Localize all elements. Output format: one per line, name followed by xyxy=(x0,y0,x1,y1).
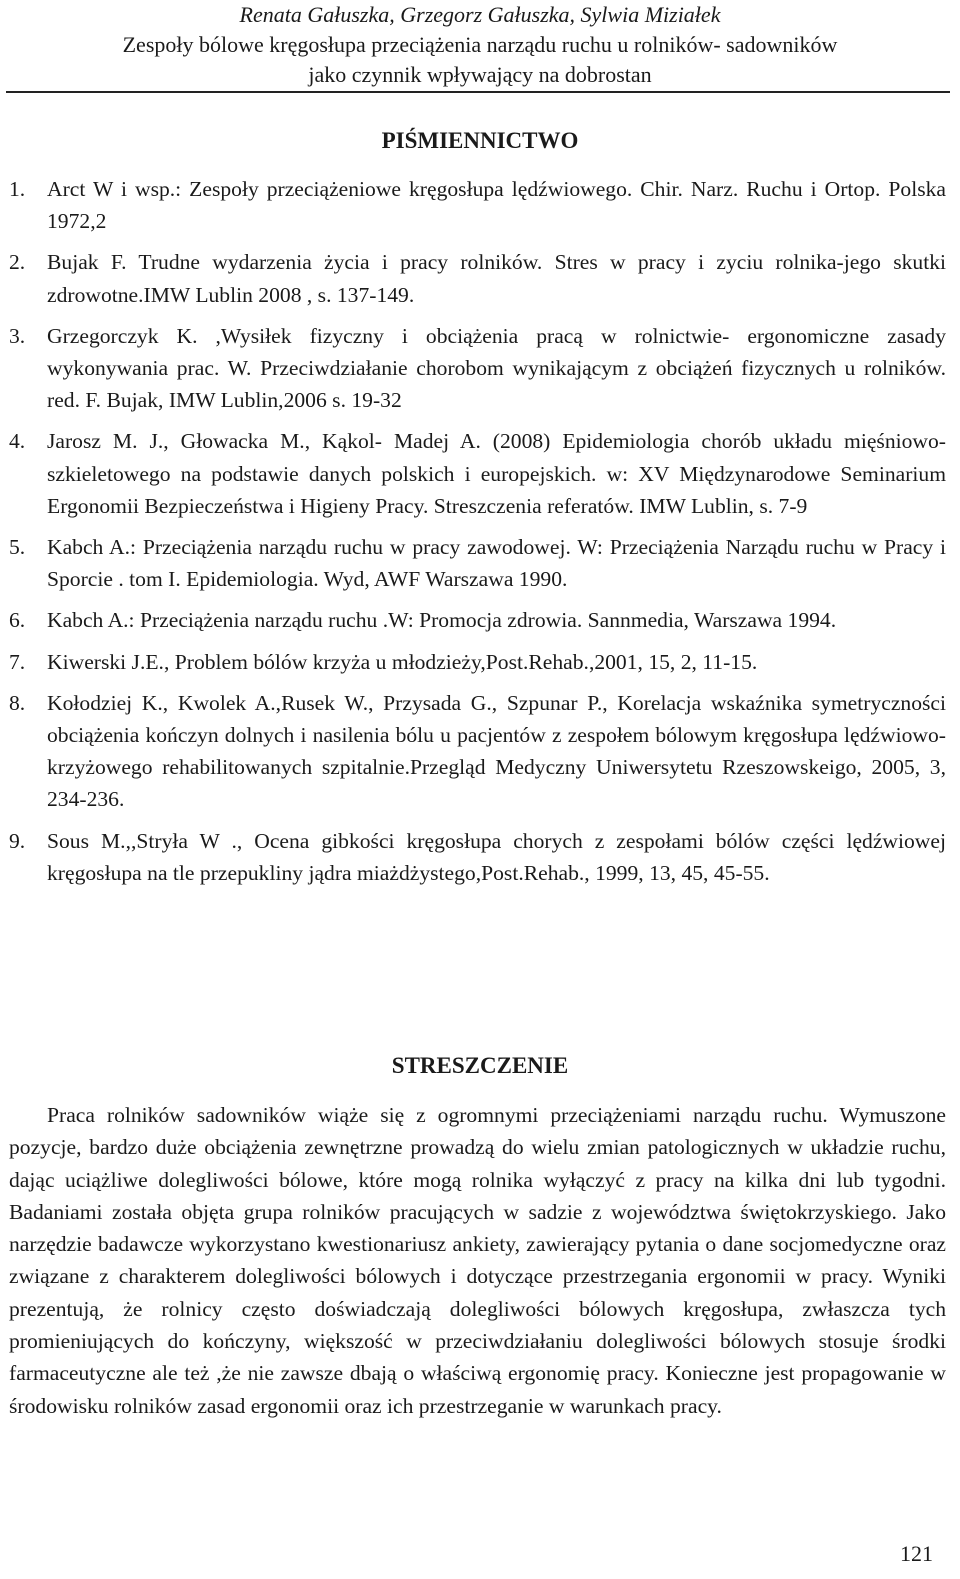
reference-item xyxy=(9,604,946,636)
reference-number: 1. xyxy=(9,177,26,201)
reference-text: Kiwerski J.E., Problem bólów krzyża u młodzieży,Post.Rehab.,2001, 15, 2, 11-15. xyxy=(47,649,758,674)
reference-item xyxy=(9,646,946,678)
header-divider xyxy=(6,91,950,93)
reference-text: Kabch A.: Przeciążenia narządu ruchu w pracy zawodowej. W: Przeciążenia Narządu ruchu w Pracy i Sporcie . tom I. Epidemiologia. Wyd, AWF Warszawa 1990. xyxy=(47,535,946,592)
reference-list xyxy=(9,173,946,898)
reference-text: Grzegorczyk K. ,Wysiłek fizyczny i obciążenia pracą w rolnictwie- ergonomiczne zasady wykonywania prac. W. Przeciwdziałanie chorobom wynikającym z obciążeń fizycznych u rolników. red. F. Bujak, IMW Lublin,2006 s. 19-32 xyxy=(47,323,946,413)
reference-item xyxy=(9,531,946,595)
reference-number: 3. xyxy=(9,323,26,348)
reference-item xyxy=(9,425,946,522)
reference-number: 9. xyxy=(9,828,26,853)
reference-text: Kołodziej K., Kwolek A.,Rusek W., Przysada G., Szpunar P., Korelacja wskaźnika symetryczności obciążenia kończyn dolnych i nasilenia bólu u pacjentów z zespołem bólowym kręgosłupa lędźwiowo-krzyżowego rehabilitowanych szpitalnie.Przegląd Medyczny Uniwersytetu Rzeszowskeigo, 2005, 3, 234-236. xyxy=(47,690,946,812)
reference-text: Kabch A.: Przeciążenia narządu ruchu .W: Promocja zdrowia. Sannmedia, Warszawa 1994. xyxy=(47,608,837,633)
header-authors: Renata Gałuszka, Grzegorz Gałuszka, Sylwia Miziałek xyxy=(239,2,721,27)
reference-item xyxy=(9,173,946,237)
reference-number: 5. xyxy=(9,535,26,560)
reference-item xyxy=(9,687,946,816)
reference-number: 4. xyxy=(9,429,26,454)
header-title-line-1: Zespoły bólowe kręgosłupa przeciążenia narządu ruchu u rolników- sadowników xyxy=(122,32,838,57)
reference-text: Bujak F. Trudne wydarzenia życia i pracy rolników. Stres w pracy i zyciu rolnika-jego skutki zdrowotne.IMW Lublin 2008 , s. 137-149. xyxy=(47,250,946,307)
page-number: 121 xyxy=(900,1541,933,1566)
reference-text: Arct W i wsp.: Zespoły przeciążeniowe kręgosłupa lędźwiowego. Chir. Narz. Ruchu i Ortop. Polska 1972,2 xyxy=(47,177,946,234)
reference-item xyxy=(9,825,946,889)
reference-number: 6. xyxy=(9,608,26,633)
reference-text: Sous M.,,Stryła W ., Ocena gibkości kręgosłupa chorych z zespołami bólów części lędźwiowej kręgosłupa na tle przepukliny jądra miażdżystego,Post.Rehab., 1999, 13, 45, 45-55. xyxy=(47,828,946,885)
running-header xyxy=(10,0,950,90)
summary-paragraph: Praca rolników sadowników wiąże się z ogromnymi przeciążeniami narządu ruchu. Wymuszone pozycje, bardzo duże obciążenia zewnętrzne prowadzą do wielu zmian patologicznych w układzie ruchu, dając uciążliwe dolegliwości bólowe, które mogą rolnika wyłączyć z pracy na kilka dni lub tygodni. Badaniami została objęta grupa rolników pracujących w sadzie z województwa świętokrzyskiego. Jako narzędzie badawcze wykorzystano kwestionariusz ankiety, zawierający pytania o dane socjomedyczne oraz związane z charakterem dolegliwości bólowych i dotyczące przestrzegania ergonomii w pracy. Wyniki prezentują, że rolnicy często doświadczają dolegliwości bólowych kręgosłupa, zwłaszcza tych promieniujących do kończyny, większość w przeciwdziałaniu dolegliwości bólowych stosuje środki farmaceutyczne ale też ,że nie zawsze dbają o właściwą ergonomię pracy. Konieczne jest propagowanie w środowisku rolników zasad ergonomii oraz ich przestrzeganie w warunkach pracy. xyxy=(9,1103,946,1418)
reference-text: Jarosz M. J., Głowacka M., Kąkol- Madej A. (2008) Epidemiologia chorób układu mięśniowo-szkieletowego na podstawie danych polskich i europejskich. w: XV Międzynarodowe Seminarium Ergonomii Bezpieczeństwa i Higieny Pracy. Streszczenia referatów. IMW Lublin, s. 7-9 xyxy=(47,429,946,518)
references-heading: PIŚMIENNICTWO xyxy=(381,128,579,153)
reference-item xyxy=(9,320,946,417)
summary-heading: STRESZCZENIE xyxy=(391,1053,569,1078)
reference-number: 7. xyxy=(9,649,26,674)
reference-number: 8. xyxy=(9,690,26,715)
header-title-line-2: jako czynnik wpływający na dobrostan xyxy=(308,62,652,87)
reference-number: 2. xyxy=(9,250,26,275)
reference-item xyxy=(9,246,946,310)
